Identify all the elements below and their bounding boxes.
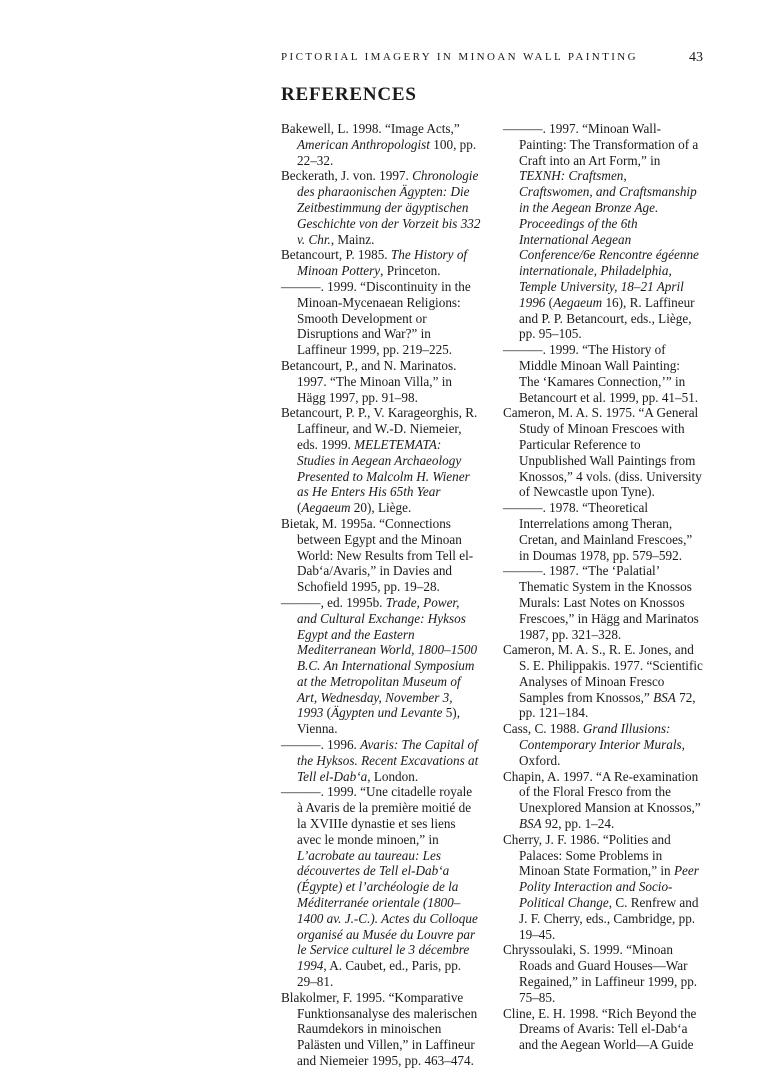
reference-text: ———. 1987. “The ‘Palatial’ Thematic System in the Knossos Murals: Last Notes on Knossos Frescoes,” in Hägg and Marinatos 1987, pp. 321–328. [503, 563, 699, 642]
references-column-left [281, 121, 481, 1069]
reference-entry [281, 405, 481, 516]
reference-text: 100, pp. 22–32. [297, 136, 477, 168]
running-title: PICTORIAL IMAGERY IN MINOAN WALL PAINTING [281, 51, 638, 63]
reference-text: ———. 1999. “The History of Middle Minoan Wall Painting: The ‘Kamares Connection,’” in Betancourt et al. 1999, pp. 41–51. [503, 342, 699, 405]
reference-text: ( [323, 705, 332, 721]
reference-text: Cass, C. 1988. [503, 721, 583, 737]
reference-text: Betancourt, P. 1985. [281, 247, 391, 263]
reference-title: Grand Illusions: Contemporary Interior Murals [519, 721, 682, 753]
reference-text: , Princeton. [380, 263, 441, 279]
reference-title: BSA [653, 689, 676, 705]
reference-text: Bakewell, L. 1998. “Image Acts,” [281, 121, 460, 136]
reference-entry [281, 990, 481, 1069]
reference-entry [281, 516, 481, 595]
reference-text: Chryssoulaki, S. 1999. “Minoan Roads and Guard Houses—War Regained,” in Laffineur 1999, pp. 75–85. [503, 942, 698, 1005]
reference-entry [503, 769, 703, 832]
reference-entry [503, 832, 703, 943]
reference-entry [281, 737, 481, 784]
reference-entry [503, 942, 703, 1005]
reference-title: TEXNH: Craftsmen, Craftswomen, and Craftsmanship in the Aegean Bronze Age. Proceedings of the 6th International Aegean Conference/6e Rencontre égéenne internationale, Philadelphia, Temple University, 18–21 April 1996 [519, 168, 699, 310]
reference-text: Cameron, M. A. S., R. E. Jones, and S. E. Philippakis. 1977. “Scientific Analyses of Minoan Fresco Samples from Knossos,” [503, 642, 703, 705]
reference-entry [281, 168, 481, 247]
reference-title: Avaris: The Capital of the Hyksos. Recent Excavations at Tell el-Dab‘a [297, 737, 479, 784]
reference-text: Cline, E. H. 1998. “Rich Beyond the Dreams of Avaris: Tell el-Dab‘a and the Aegean World—A Guide [503, 1005, 697, 1053]
reference-text: 72, pp. 121–184. [519, 689, 696, 721]
reference-text: 20), Liège. [350, 500, 412, 516]
reference-text: , C. Renfrew and J. F. Cherry, eds., Cambridge, pp. 19–45. [519, 895, 699, 942]
reference-text: Chapin, A. 1997. “A Re-examination of the Floral Fresco from the Unexplored Mansion at Knossos,” [503, 768, 701, 816]
running-head [281, 51, 703, 69]
reference-entry [503, 405, 703, 500]
reference-text: Cameron, M. A. S. 1975. “A General Study of Minoan Frescoes with Particular Reference to Unpublished Wall Paintings from Knossos,” 4 vols. (diss. University of Newcastle upon Tyne). [503, 405, 702, 500]
reference-text: , Mainz. [330, 231, 375, 247]
reference-text: ———. 1978. “Theoretical Interrelations among Theran, Cretan, and Mainland Frescoes,” in Doumas 1978, pp. 579–592. [503, 500, 693, 563]
reference-entry [281, 121, 481, 168]
reference-entry [281, 784, 481, 989]
reference-entry [503, 721, 703, 768]
reference-text: ———. 1997. “Minoan Wall-Painting: The Transformation of a Craft into an Art Form,” in [503, 121, 699, 168]
reference-title: MELETEMATA: Studies in Aegean Archaeology Presented to Malcolm H. Wiener as He Enters His 65th Year [297, 436, 470, 500]
reference-text: , London. [367, 768, 419, 784]
reference-text: ———. 1996. [281, 737, 361, 753]
reference-text: Cherry, J. F. 1986. “Polities and Palaces: Some Problems in Minoan State Formation,” in [503, 831, 674, 879]
section-title: REFERENCES [281, 84, 417, 105]
reference-entry [281, 358, 481, 405]
reference-title: Aegaeum [553, 294, 603, 310]
reference-entry [281, 595, 481, 737]
reference-text: Betancourt, P., and N. Marinatos. 1997. “The Minoan Villa,” in Hägg 1997, pp. 91–98. [281, 357, 457, 405]
reference-title: Ägypten und Levante [331, 705, 443, 721]
reference-text: ———. 1999. “Une citadelle royale à Avaris de la première moitié de la XVIIIe dynastie et ses liens avec le monde minoen,” in [281, 784, 473, 847]
reference-title: BSA [519, 816, 542, 832]
reference-text: ———. 1999. “Discontinuity in the Minoan-Mycenaean Religions: Smooth Development or Disruptions and War?” in Laffineur 1999, pp. 219–225. [281, 278, 471, 358]
reference-entry [503, 342, 703, 405]
reference-entry [503, 121, 703, 342]
reference-title: Peer Polity Interaction and Socio-Political Change [519, 863, 699, 911]
reference-title: Chronologie des pharaonischen Ägypten: Die Zeitbestimmung der ägyptischen Geschichte von der Vorzeit bis 332 v. Chr. [297, 168, 481, 247]
reference-text: , A. Caubet, ed., Paris, pp. 29–81. [297, 958, 462, 990]
reference-text: Bietak, M. 1995a. “Connections between Egypt and the Minoan World: New Results from Tell el-Dab‘a/Avaris,” in Davies and Schofield 1995, pp. 19–28. [281, 515, 474, 595]
reference-text: ———, ed. 1995b. [281, 594, 386, 610]
reference-title: Aegaeum [301, 500, 351, 516]
reference-entry [281, 279, 481, 358]
references-column-right [503, 121, 703, 1053]
reference-title: American Anthropologist [297, 136, 430, 152]
reference-text: 5), Vienna. [297, 705, 460, 737]
reference-text: Blakolmer, F. 1995. “Komparative Funktionsanalyse des malerischen Raumdekors in minoischen Palästen und Villen,” in Laffineur and Niemeier 1995, pp. 463–474. [281, 989, 478, 1069]
reference-entry [503, 642, 703, 721]
reference-entry [503, 500, 703, 563]
reference-title: Trade, Power, and Cultural Exchange: Hyksos Egypt and the Eastern Mediterranean World, 1800–1500 B.C. An International Symposium at the Metropolitan Museum of Art, Wednesday, November 3, 1993 [297, 594, 478, 721]
reference-entry [503, 563, 703, 642]
reference-text: 16), R. Laffineur and P. P. Betancourt, eds., Liège, pp. 95–105. [519, 294, 695, 342]
reference-text: , Oxford. [519, 737, 685, 768]
reference-text: 92, pp. 1–24. [541, 816, 615, 832]
reference-text: Betancourt, P. P., V. Karageorghis, R. Laffineur, and W.-D. Niemeier, eds. 1999. [281, 405, 478, 452]
reference-text: Beckerath, J. von. 1997. [281, 168, 413, 184]
page-number: 43 [689, 50, 703, 65]
reference-entry [503, 1006, 703, 1053]
reference-title: The History of Minoan Pottery [297, 247, 468, 279]
reference-entry [281, 247, 481, 279]
reference-text: ( [545, 294, 554, 310]
reference-text: ( [297, 500, 302, 516]
reference-title: L’acrobate au taureau: Les découvertes de Tell el-Dab‘a (Égypte) et l’archéologie de la Méditerranée orientale (1800–1400 av. J.-C.). Actes du Colloque organisé au Musée du Louvre par le Service culturel le 3 décembre 1994 [297, 847, 478, 974]
